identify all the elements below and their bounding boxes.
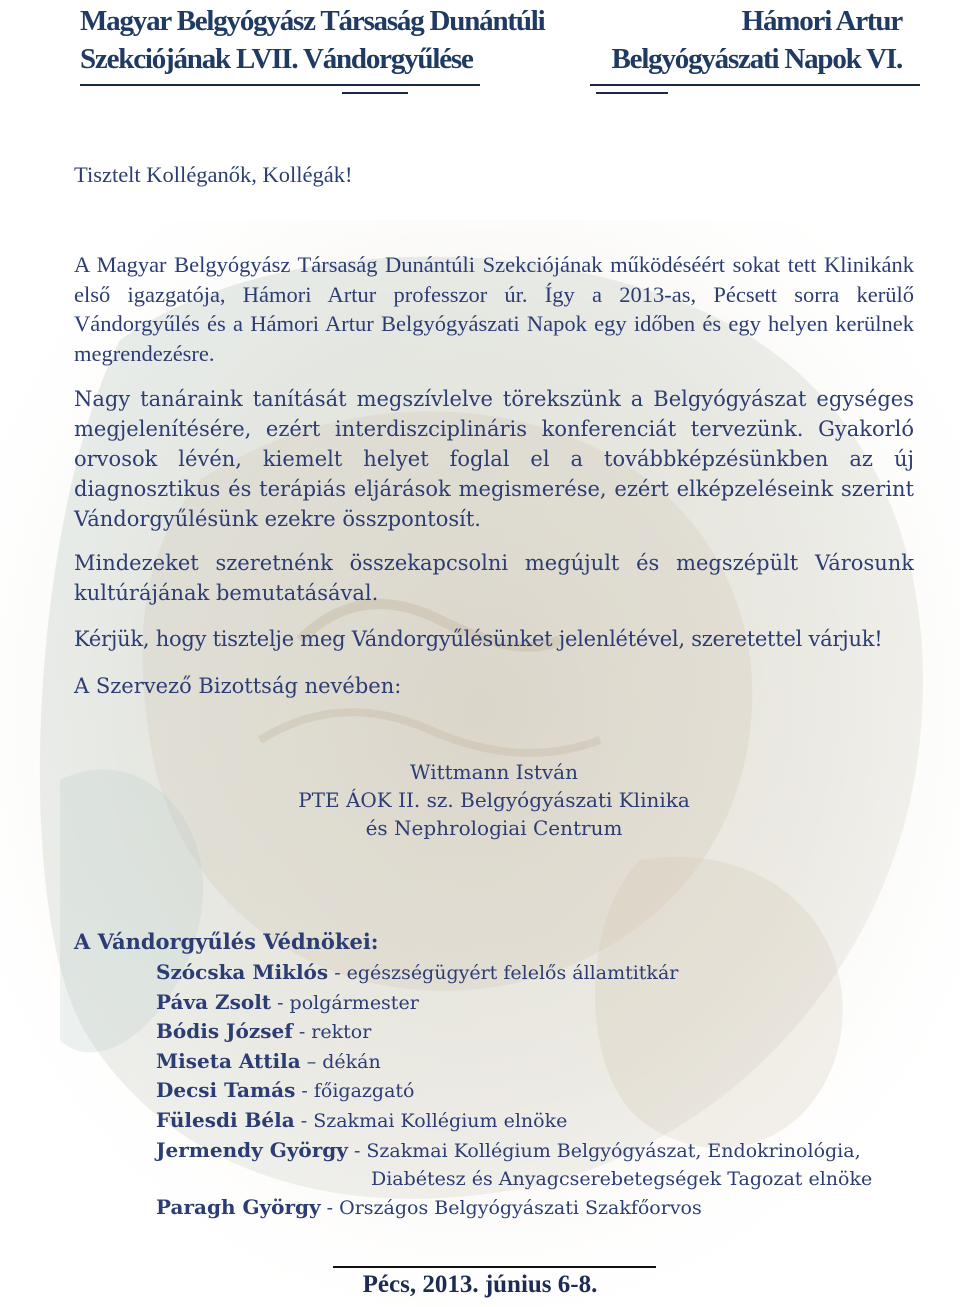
patron-name: Bódis József [156,1019,293,1044]
patron-item [156,1047,936,1077]
paragraph-1: A Magyar Belgyógyász Társaság Dunántúli Szekciójának működéséért sokat tett Klinikánk első igazgatója, Hámori Artur professzor úr. Így a 2013-as, Pécsett sorra kerülő Vándorgyűlés és a Hámori Artur Belgyógyászati Napok egy időben és egy helyen kerülnek megrendezésre. [74,252,914,366]
patron-name: Paragh György [156,1195,321,1220]
signature-centre: és Nephrologiai Centrum [365,816,623,840]
patron-name: Fülesdi Béla [156,1107,295,1132]
patron-role: – dékán [300,1050,381,1073]
patron-role: - Országos Belgyógyászati Szakfőorvos [320,1197,702,1220]
patron-item [156,1017,936,1047]
patron-name: Páva Zsolt [156,989,272,1014]
salutation: Tisztelt Kolléganők, Kollégák! [74,162,353,187]
patron-role: - rektor [292,1021,372,1044]
patron-name: Miseta Attila [156,1048,301,1073]
patron-role: - főigazgató [295,1080,415,1103]
patron-role: - egészségügyért felelős államtitkár [328,962,679,984]
footer-rule [333,1266,656,1268]
patron-item [156,958,936,988]
patron-role: - polgármester [271,991,419,1014]
patron-name: Decsi Tamás [156,1078,296,1103]
patron-item [156,988,936,1018]
patron-item [156,1193,936,1223]
header-right-title [612,2,903,78]
paragraph-2: Nagy tanáraink tanítását megszívlelve törekszünk a Belgyógyászat egységes megjelenítésére, ezért interdiszciplináris konferenciát tervezünk. Gyakorló orvosok lévén, kiemelt helyet foglal el a továbbképzésünkben az új diagnosztikus és terápiás eljárások megismerése, ezért elképzeléseink szerint Vándorgyűlésünk ezekre összpontosít. [74,387,914,531]
signature-name: Wittmann István [410,760,578,784]
signature-institution: PTE ÁOK II. sz. Belgyógyászati Klinika [298,788,690,812]
patron-item [156,1076,936,1106]
patron-item [156,1136,936,1194]
patron-name: Jermendy György [156,1137,348,1162]
patron-role: - Szakmai Kollégium elnöke [294,1109,568,1132]
paragraph-3: Mindezeket szeretnénk összekapcsolni megújult és megszépült Városunk kultúrájának bemutatásával. [74,551,914,605]
header-left-line2: Szekciójának LVII. Vándorgyűlése [80,43,473,75]
patrons-title: A Vándorgyűlés Védnökei: [74,929,379,954]
patron-role-continuation: Diabétesz és Anyagcserebetegségek Tagozat elnöke [371,1168,873,1191]
header-left-title [80,2,545,78]
header-left-line1: Magyar Belgyógyász Társaság Dunántúli [80,5,545,37]
page-header [0,0,960,100]
patron-role: - Szakmai Kollégium Belgyógyászat, Endokrinológia, [347,1139,861,1162]
paragraph-4: Kérjük, hogy tisztelje meg Vándorgyűlésünket jelenlétével, szeretettel várjuk! [74,627,883,651]
footer-place-date: Pécs, 2013. június 6-8. [362,1271,598,1298]
committee-line: A Szervező Bizottság nevében: [74,674,402,698]
patrons-list [156,958,936,1223]
header-right-line2: Belgyógyászati Napok VI. [611,43,902,75]
patron-item [156,1106,936,1136]
patron-name: Szócska Miklós [156,960,329,984]
header-right-line1: Hámori Artur [741,5,902,37]
